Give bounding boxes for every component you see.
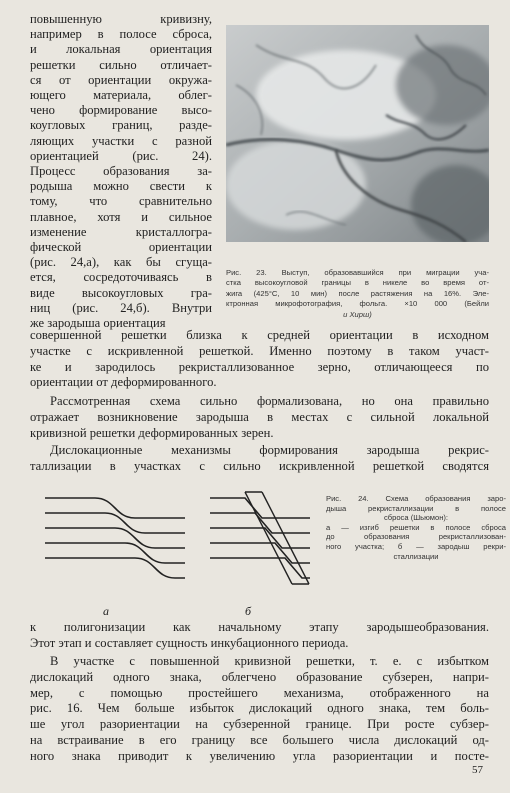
left-column-text: [30, 12, 212, 331]
text-line: повышенную кривизну,: [30, 12, 212, 26]
caption-line: а — изгиб решетки в полосе сброса: [326, 522, 506, 532]
text-line: совершенной решетки близка к средней ориентации в исходном: [30, 328, 489, 342]
paragraph-1: [30, 328, 489, 391]
text-line: ляющих участки с разной: [30, 133, 212, 148]
text-line: к полигонизации как начальному этапу зародышеобразования.: [30, 620, 489, 634]
diagram-b-lattice-lines: [210, 498, 310, 578]
text-line: ющего материала, облег-: [30, 88, 212, 103]
figure-23-caption: [226, 268, 489, 320]
text-line: чено формирование высо-: [30, 103, 212, 118]
caption-line: дыша рекристаллизации в полосе: [326, 503, 506, 513]
diagram-b-nucleus: [245, 492, 309, 584]
text-line: Дислокационные механизмы формирования зародыша рекрис-: [50, 443, 489, 457]
page-number: 57: [472, 764, 483, 776]
text-line: на встраивание в его границу все большего числа дислокаций од-: [30, 732, 489, 747]
paragraph-4: [30, 620, 489, 652]
text-line: изменение кристаллогра-: [30, 224, 212, 239]
micrograph-image: [226, 25, 489, 242]
text-line: ке и зародилось рекристаллизованное зерно, отличающееся по: [30, 359, 489, 374]
paragraph-2: [30, 394, 489, 441]
text-line: родыша можно свести к: [30, 179, 212, 194]
caption-line: до образования рекристаллизован-: [326, 532, 506, 542]
figure-24b-label: б: [245, 604, 252, 618]
caption-line: жига (425°С, 10 мин) после растяжения на 16%. Эле-: [226, 288, 489, 298]
text-line: дислокаций одного знака, облегчено образование субзерен, напри-: [30, 669, 489, 684]
paragraph-3: [30, 443, 489, 475]
diagram-a-lattice-lines: [45, 498, 185, 578]
figure-24a-label: а: [103, 604, 109, 618]
text-line: отражает возникновение зародыша в местах с сильной локальной: [30, 409, 489, 424]
electron-micrograph-photo: [226, 25, 489, 242]
caption-line: ктронная микрофотография, фольга. ×10 000 (Бейли: [226, 299, 489, 309]
figure-24-caption: [326, 494, 506, 561]
text-line: ется, сосредоточиваясь в: [30, 270, 212, 285]
caption-line: сталлизации: [393, 551, 439, 561]
text-line: плавное, хотя и сильное: [30, 209, 212, 224]
text-line: ниц (рис. 24,б). Внутри: [30, 300, 212, 315]
text-line: решетки сильно отличает-: [30, 57, 212, 72]
text-line: же зародыша ориентация: [30, 316, 166, 331]
text-line: Этот этап и составляет сущность инкубационного периода.: [30, 635, 349, 650]
text-line: ше угол разориентации на субзеренной границе. При росте субзер-: [30, 717, 489, 732]
text-line: кривизной решетки деформированных зерен.: [30, 425, 274, 440]
text-line: ориентацией (рис. 24).: [30, 148, 212, 163]
text-line: и локальная ориентация: [30, 42, 212, 57]
caption-line: Рис. 23. Выступ, образовавшийся при миграции уча-: [226, 268, 489, 277]
text-line: таллизации в участках с сильно искривленной решеткой сводятся: [30, 458, 489, 473]
text-line: участке с искривленной решеткой. Именно поэтому в таком участ-: [30, 343, 489, 358]
figure-24-diagram: [30, 488, 320, 598]
text-line: коугловых границ, разде-: [30, 118, 212, 133]
text-line: тому, что сравнительно: [30, 194, 212, 209]
text-line: (рис. 24,а), как бы сгуща-: [30, 255, 212, 270]
kink-band-schematic: [30, 488, 320, 598]
text-line: виде высокоугловых гра-: [30, 285, 212, 300]
text-line: мер, с помощью простейшего механизма, отображенного на: [30, 685, 489, 700]
text-line: фической ориентации: [30, 240, 212, 255]
text-line: рис. 16. Чем больше избыток дислокаций одного знака, тем боль-: [30, 701, 489, 716]
text-line: ориентации от деформированного.: [30, 375, 217, 390]
text-line: ся от ориентации окружа-: [30, 72, 212, 87]
caption-line: стка высокоугловой границы в никеле во время от-: [226, 278, 489, 288]
caption-line: и Хирш): [343, 309, 372, 319]
text-line: например в полосе сброса,: [30, 27, 212, 42]
text-line: Рассмотренная схема сильно формализована, но она правильно: [50, 394, 489, 408]
caption-line: ного участка; б — зародыш рекри-: [326, 541, 506, 551]
paragraph-5: [30, 654, 489, 765]
caption-line: сброса (Шьюмон):: [383, 513, 449, 523]
caption-line: Рис. 24. Схема образования заро-: [326, 494, 506, 503]
text-line: В участке с повышенной кривизной решетки, т. е. с избытком: [50, 654, 489, 668]
text-line: ного знака приводит к увеличению угла разориентации и посте-: [30, 748, 489, 763]
text-line: Процесс образования за-: [30, 164, 212, 179]
